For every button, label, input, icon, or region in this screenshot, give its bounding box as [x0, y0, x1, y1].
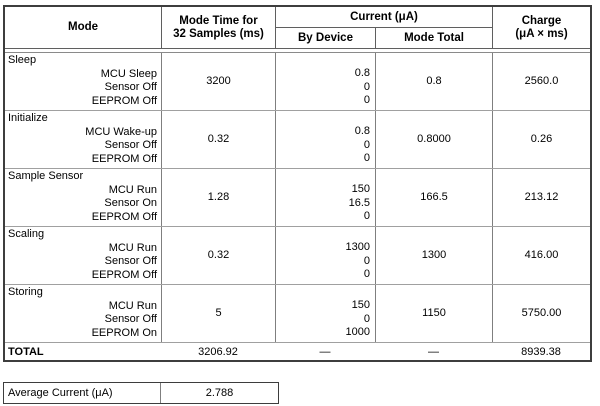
mode-sub-label: EEPROM Off	[91, 152, 157, 165]
mode-time-value: 0.32	[161, 111, 275, 168]
device-currents-cell	[275, 285, 375, 342]
header-mode-label: Mode	[67, 21, 99, 34]
average-current-table	[3, 382, 279, 404]
header-current	[275, 7, 492, 28]
mode-sub-label: MCU Sleep	[100, 67, 157, 80]
device-current-value: 1000	[345, 326, 370, 338]
device-current-value: 0	[363, 94, 370, 106]
device-current-value: 0.8	[354, 125, 370, 137]
mode-cell	[5, 111, 161, 168]
charge-value: 213.12	[492, 169, 590, 226]
total-charge-value: 8939.38	[521, 345, 561, 358]
header-by-device	[275, 28, 375, 48]
header-mode-total-label: Mode Total	[404, 31, 464, 44]
mode-sub-label: Sensor On	[104, 197, 157, 209]
mode-sub-label: Sensor Off	[104, 139, 157, 151]
power-budget-table	[3, 5, 592, 362]
device-current-value: 0	[363, 312, 370, 325]
mode-total-value: 1150	[375, 285, 492, 342]
mode-sub-label: MCU Wake-up	[85, 125, 157, 138]
mode-time-value: 1.28	[161, 169, 275, 226]
mode-name: Scaling	[8, 228, 45, 240]
mode-cell	[5, 53, 161, 110]
device-currents-cell	[275, 169, 375, 226]
mode-time-value: 3200	[161, 53, 275, 110]
device-currents-cell	[275, 111, 375, 168]
table-row-storing	[5, 285, 590, 343]
device-current-value: 150	[351, 183, 370, 195]
charge-value: 5750.00	[492, 285, 590, 342]
mode-sub-label: MCU Run	[108, 241, 157, 254]
total-by-device-dash: —	[319, 345, 331, 358]
total-row	[5, 343, 590, 360]
total-mode-total-dash: —	[428, 345, 439, 358]
table-row-initialize	[5, 111, 590, 169]
device-currents-cell	[275, 227, 375, 284]
device-current-value: 0	[363, 268, 370, 280]
mode-sub-label: EEPROM Off	[91, 94, 157, 107]
mode-total-value: 166.5	[375, 169, 492, 226]
mode-sub-label: Sensor Off	[104, 81, 157, 93]
charge-value: 2560.0	[492, 53, 590, 110]
mode-name: Storing	[8, 286, 43, 298]
device-current-value: 0	[363, 80, 370, 93]
total-label: TOTAL	[8, 345, 44, 358]
mode-name: Sleep	[8, 54, 37, 66]
mode-sub-label: EEPROM Off	[91, 210, 157, 223]
header-mode-time-line2: 32 Samples (ms)	[173, 27, 264, 40]
device-current-value: 1300	[345, 241, 370, 253]
header-mode-time	[161, 7, 275, 48]
mode-total-value: 0.8000	[375, 111, 492, 168]
charge-value: 0.26	[492, 111, 590, 168]
header-charge-line2: (μA × ms)	[515, 27, 568, 40]
header-charge	[492, 7, 590, 48]
table-row-sample-sensor	[5, 169, 590, 227]
average-current-label: Average Current (μA)	[8, 387, 113, 399]
mode-total-value: 1300	[375, 227, 492, 284]
mode-sub-label: EEPROM On	[91, 326, 157, 339]
device-current-value: 0	[363, 138, 370, 151]
mode-name: Initialize	[8, 112, 48, 124]
mode-time-value: 0.32	[161, 227, 275, 284]
table-row-scaling	[5, 227, 590, 285]
device-current-value: 16.5	[348, 196, 370, 209]
header-mode-time-line1: Mode Time for	[179, 15, 258, 27]
header-current-label: Current (μA)	[350, 10, 418, 23]
mode-name: Sample Sensor	[8, 170, 84, 182]
header-mode-total	[375, 28, 492, 48]
mode-sub-label: MCU Run	[108, 183, 157, 196]
header-charge-line1: Charge	[521, 15, 562, 27]
device-current-value: 0	[363, 210, 370, 222]
device-current-value: 150	[351, 299, 370, 311]
charge-value: 416.00	[492, 227, 590, 284]
total-time-value: 3206.92	[198, 345, 238, 358]
device-current-value: 0.8	[354, 67, 370, 79]
mode-sub-label: Sensor Off	[104, 255, 157, 267]
mode-cell	[5, 285, 161, 342]
mode-sub-label: Sensor Off	[104, 313, 157, 325]
mode-total-value: 0.8	[375, 53, 492, 110]
mode-sub-label: EEPROM Off	[91, 268, 157, 281]
mode-cell	[5, 227, 161, 284]
mode-cell	[5, 169, 161, 226]
mode-time-value: 5	[161, 285, 275, 342]
device-currents-cell	[275, 53, 375, 110]
table-row-sleep	[5, 53, 590, 111]
header-mode	[5, 7, 161, 48]
table-header	[5, 7, 590, 48]
device-current-value: 0	[363, 152, 370, 164]
device-current-value: 0	[363, 254, 370, 267]
header-by-device-label: By Device	[298, 31, 353, 44]
average-current-value: 2.788	[160, 383, 278, 403]
mode-sub-label: MCU Run	[108, 299, 157, 312]
